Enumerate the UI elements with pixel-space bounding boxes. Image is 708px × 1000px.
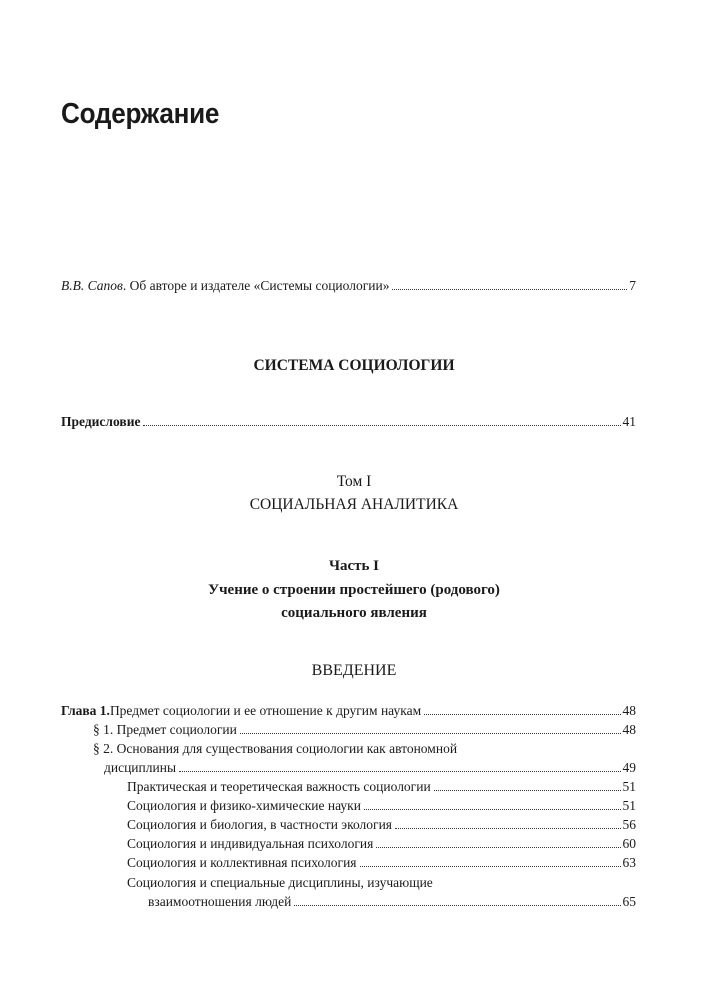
toc-entry-label: взаимоотношения людей <box>148 894 292 909</box>
dot-leader <box>179 771 620 772</box>
section-heading: СИСТЕМА СОЦИОЛОГИИ <box>253 357 455 374</box>
toc-entry-subsection[interactable] <box>127 797 636 815</box>
toc-entry-label: § 1. Предмет социологии <box>93 722 237 737</box>
toc-entry-label: Предмет социологии и ее отношение к другим наукам <box>109 703 422 718</box>
toc-entry-label: Социология и индивидуальная психология <box>127 836 374 851</box>
toc-entry-subsection[interactable] <box>127 835 636 853</box>
part-title-line2: социального явления <box>281 605 427 621</box>
toc-entry-author-intro[interactable] <box>61 277 636 295</box>
toc-entry-subsection-line1[interactable]: Социология и специальные дисциплины, изучающие <box>127 875 433 890</box>
toc-entry-page: 51 <box>622 779 636 794</box>
toc-entry-subsection[interactable] <box>148 893 636 911</box>
toc-entry-page: 7 <box>629 278 636 293</box>
toc-entry-label: дисциплины <box>104 760 177 775</box>
toc-entry-label: Социология и физико-химические науки <box>127 798 361 813</box>
toc-entry-label: Предисловие <box>61 414 141 429</box>
toc-entry-page: 51 <box>622 798 636 813</box>
dot-leader <box>360 866 621 867</box>
toc-entry-label: Практическая и теоретическая важность социологии <box>127 779 431 794</box>
toc-entry-subsection[interactable] <box>127 816 636 834</box>
introduction-heading: ВВЕДЕНИЕ <box>311 662 397 679</box>
dot-leader <box>424 714 620 715</box>
toc-entry-chapter-1[interactable] <box>61 702 636 720</box>
part-title-line1: Учение о строении простейшего (родового) <box>208 582 500 598</box>
dot-leader <box>392 289 627 290</box>
toc-entry-section-2[interactable] <box>104 759 636 777</box>
toc-entry-section-1[interactable] <box>93 721 636 739</box>
toc-entry-page: 60 <box>622 836 636 851</box>
dot-leader <box>240 733 621 734</box>
dot-leader <box>434 790 621 791</box>
toc-entry-page: 48 <box>622 722 636 737</box>
dot-leader <box>294 905 620 906</box>
dot-leader <box>143 425 620 426</box>
toc-entry-section-2-line1[interactable]: § 2. Основания для существования социологии как автономной <box>93 741 458 756</box>
toc-entry-preface[interactable] <box>61 413 636 431</box>
toc-entry-page: 41 <box>622 414 636 429</box>
toc-entry-page: 56 <box>622 817 636 832</box>
toc-entry-page: 49 <box>622 760 636 775</box>
toc-entry-label: . Об авторе и издателе «Системы социологии» <box>122 278 390 293</box>
volume-name: СОЦИАЛЬНАЯ АНАЛИТИКА <box>249 496 459 513</box>
dot-leader <box>395 828 620 829</box>
toc-entry-label: Социология и коллективная психология <box>127 855 357 870</box>
toc-entry-subsection[interactable] <box>127 778 636 796</box>
toc-entry-author: В.В. Сапов <box>61 278 123 293</box>
toc-entry-page: 65 <box>622 894 636 909</box>
toc-entry-label: Социология и биология, в частности экология <box>127 817 393 832</box>
page-title: Содержание <box>61 98 220 130</box>
volume-number: Том I <box>336 473 372 490</box>
dot-leader <box>364 809 621 810</box>
dot-leader <box>376 847 620 848</box>
toc-entry-page: 48 <box>622 703 636 718</box>
toc-entry-subsection[interactable] <box>127 854 636 872</box>
toc-entry-page: 63 <box>622 855 636 870</box>
chapter-label: Глава 1. <box>61 703 110 718</box>
part-number: Часть I <box>328 558 380 574</box>
